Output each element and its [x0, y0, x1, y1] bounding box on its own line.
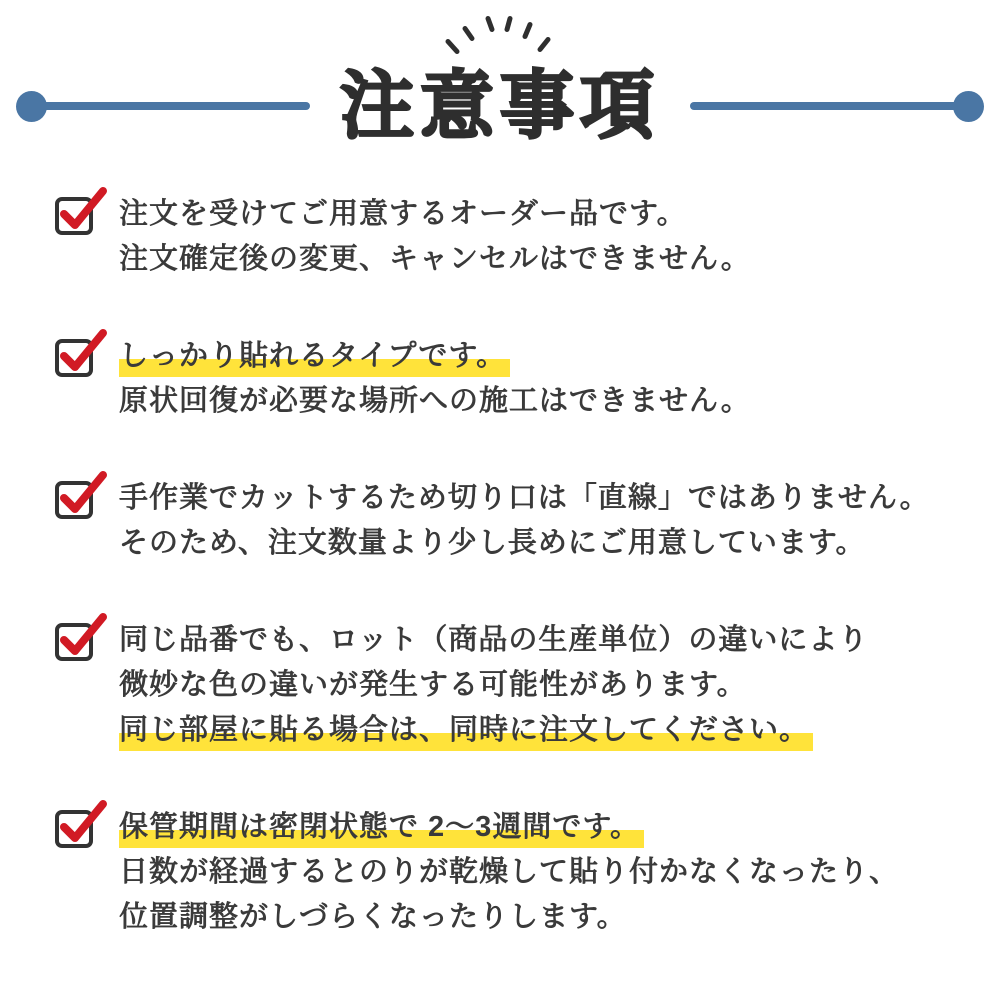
notice-line [119, 521, 930, 566]
notice-line [119, 618, 868, 663]
checkbox-icon [55, 339, 93, 377]
checkmark-icon [56, 326, 110, 380]
list-item [0, 192, 1000, 282]
notice-line [119, 805, 899, 850]
notice-line-text: そのため、注文数量より少し長めにご用意しています。 [119, 527, 866, 559]
notice-line-text: 注文確定後の変更、キャンセルはできません。 [119, 243, 751, 275]
rule-dot-right [953, 91, 984, 122]
list-item [0, 805, 1000, 940]
notice-line-text: 同じ品番でも、ロット（商品の生産単位）の違いにより [119, 624, 869, 656]
notice-line-text: 保管期間は密閉状態で 2〜3週間です。 [119, 811, 644, 848]
notice-text [119, 192, 751, 282]
checkbox-icon [55, 197, 93, 235]
notice-line-text: 日数が経過するとのりが乾燥して貼り付かなくなったり、 [119, 856, 900, 888]
title-rule-right [690, 91, 984, 122]
notice-line [119, 334, 751, 379]
notice-line [119, 850, 899, 895]
notice-line [119, 708, 868, 753]
list-item [0, 334, 1000, 424]
notice-line-text: しっかり貼れるタイプです。 [119, 340, 510, 377]
notice-text [119, 476, 930, 566]
notice-line-text: 手作業でカットするため切り口は「直線」ではありません。 [119, 482, 930, 514]
notice-text [119, 334, 751, 424]
notice-line [119, 476, 930, 521]
title-row [0, 64, 1000, 148]
rule-bar-left [41, 102, 310, 110]
notice-line-text: 注文を受けてご用意するオーダー品です。 [119, 198, 687, 230]
notice-line-text: 位置調整がしづらくなったりします。 [119, 901, 627, 933]
title-rule-left [16, 91, 310, 122]
notice-text [119, 805, 899, 940]
rule-bar-right [690, 102, 959, 110]
checkmark-icon [56, 610, 110, 664]
header [0, 0, 1000, 148]
notice-line [119, 663, 868, 708]
checkbox-icon [55, 481, 93, 519]
burst-icon [440, 12, 560, 60]
notice-line-text: 同じ部屋に貼る場合は、同時に注文してください。 [119, 714, 813, 751]
list-item [0, 476, 1000, 566]
list-item [0, 618, 1000, 753]
page-title: 注意事項 [340, 64, 660, 147]
notice-list [0, 192, 1000, 940]
notice-text [119, 618, 868, 753]
notice-line [119, 895, 899, 940]
notice-line-text: 微妙な色の違いが発生する可能性があります。 [119, 669, 747, 701]
checkmark-icon [56, 468, 110, 522]
notice-line [119, 379, 751, 424]
checkmark-icon [56, 184, 110, 238]
notice-line [119, 192, 751, 237]
checkmark-icon [56, 797, 110, 851]
notice-line [119, 237, 751, 282]
checkbox-icon [55, 810, 93, 848]
notice-line-text: 原状回復が必要な場所への施工はできません。 [119, 385, 751, 417]
checkbox-icon [55, 623, 93, 661]
